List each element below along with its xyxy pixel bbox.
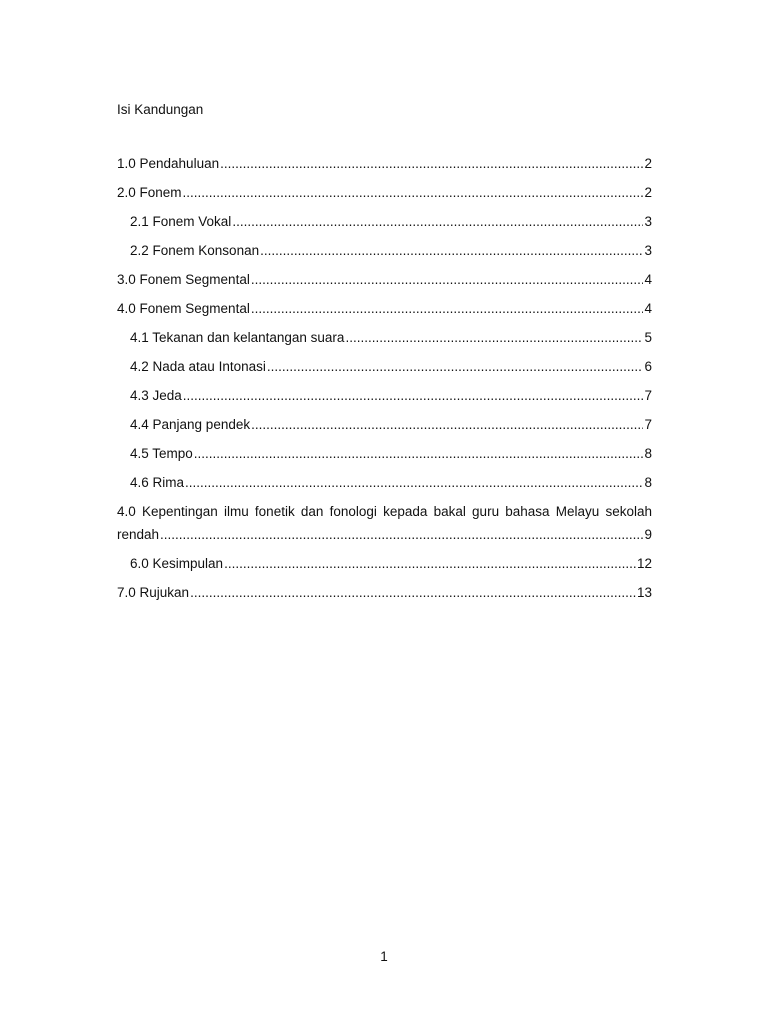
dot-leader	[267, 358, 644, 376]
toc-entry-label: 4.4 Panjang pendek	[130, 417, 251, 432]
toc-subentry[interactable]	[117, 213, 652, 242]
toc-entry[interactable]	[117, 155, 652, 184]
toc-subentry[interactable]	[117, 242, 652, 271]
toc-entry-page: 9	[644, 527, 652, 542]
dot-leader	[260, 242, 643, 260]
toc-entry-page: 4	[644, 272, 652, 287]
toc-entry-page: 3	[644, 243, 652, 258]
toc-subentry[interactable]	[117, 329, 652, 358]
toc-entry-label-line2: rendah	[117, 527, 160, 542]
toc-subentry[interactable]	[117, 474, 652, 503]
toc-subentry[interactable]	[117, 358, 652, 387]
dot-leader	[251, 416, 643, 434]
toc-entry-label: 3.0 Fonem Segmental	[117, 272, 250, 287]
toc-entry[interactable]	[117, 584, 652, 613]
dot-leader	[194, 445, 644, 463]
toc-subentry[interactable]	[117, 445, 652, 474]
toc-entry-label: 4.5 Tempo	[130, 446, 193, 461]
dot-leader	[232, 213, 643, 231]
toc-entry-page: 6	[644, 359, 652, 374]
dot-leader	[251, 271, 644, 289]
toc-entry-label: 4.2 Nada atau Intonasi	[130, 359, 266, 374]
dot-leader	[183, 387, 644, 405]
dot-leader	[220, 155, 643, 173]
toc-entry-label: 4.0 Fonem Segmental	[117, 301, 250, 316]
dot-leader	[160, 526, 643, 544]
toc-entry-label: 1.0 Pendahuluan	[117, 156, 220, 171]
dot-leader	[251, 300, 644, 318]
table-of-contents	[117, 155, 652, 613]
toc-subentry[interactable]	[117, 555, 652, 584]
toc-subentry[interactable]	[117, 387, 652, 416]
toc-subentry[interactable]	[117, 416, 652, 445]
dot-leader	[345, 329, 643, 347]
toc-entry-page: 8	[644, 475, 652, 490]
toc-entry-page: 4	[644, 301, 652, 316]
toc-entry-label: 7.0 Rujukan	[117, 585, 190, 600]
toc-entry[interactable]	[117, 271, 652, 300]
toc-entry-label: 4.3 Jeda	[130, 388, 182, 403]
dot-leader	[185, 474, 643, 492]
toc-entry-page: 3	[644, 214, 652, 229]
toc-entry[interactable]	[117, 300, 652, 329]
dot-leader	[183, 184, 644, 202]
toc-entry-page: 5	[644, 330, 652, 345]
page-number: 1	[380, 949, 388, 964]
toc-entry-page: 13	[636, 585, 652, 600]
toc-entry-page: 2	[644, 156, 652, 171]
toc-entry-page: 12	[636, 556, 652, 571]
dot-leader	[224, 555, 636, 573]
dot-leader	[190, 584, 636, 602]
toc-entry-label-line1: 4.0 Kepentingan ilmu fonetik dan fonologi kepada bakal guru bahasa Melayu sekolah	[117, 504, 652, 519]
toc-entry-label: 2.2 Fonem Konsonan	[130, 243, 260, 258]
toc-entry-page: 7	[644, 388, 652, 403]
toc-entry-page: 8	[644, 446, 652, 461]
toc-entry-label: 2.1 Fonem Vokal	[130, 214, 232, 229]
toc-entry-label: 4.6 Rima	[130, 475, 185, 490]
toc-entry-label: 2.0 Fonem	[117, 185, 182, 200]
toc-entry-label: 6.0 Kesimpulan	[130, 556, 224, 571]
toc-heading: Isi Kandungan	[117, 102, 204, 117]
toc-entry-page: 2	[644, 185, 652, 200]
toc-entry-page: 7	[644, 417, 652, 432]
toc-entry[interactable]	[117, 184, 652, 213]
toc-entry-label: 4.1 Tekanan dan kelantangan suara	[130, 330, 345, 345]
toc-entry[interactable]	[117, 503, 652, 555]
